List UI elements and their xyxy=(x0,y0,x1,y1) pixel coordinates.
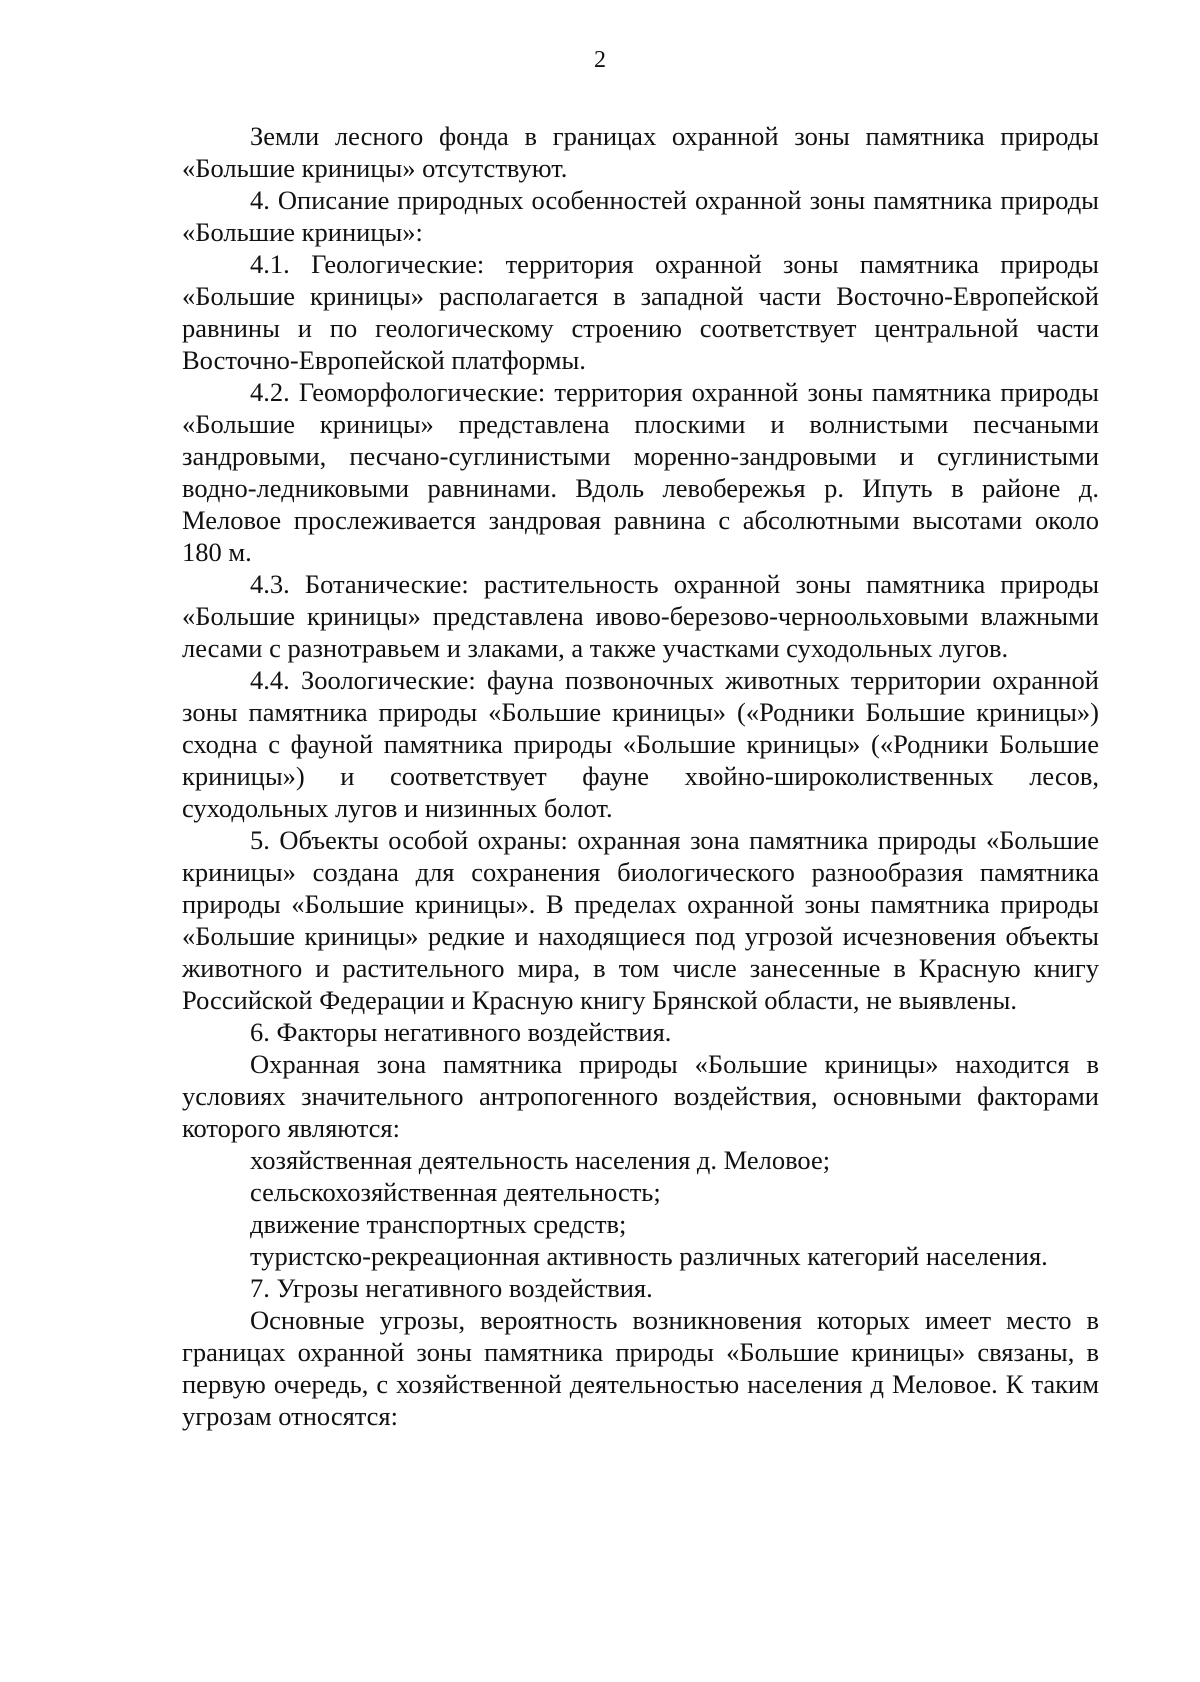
paragraph-main-threats: Основные угрозы, вероятность возникновения которых имеет место в границах охранной зоны памятника природы «Большие криницы» связаны, в первую очередь, с хозяйственной деятельностью населения д Меловое. К таким угрозам относятся: xyxy=(182,1305,1099,1431)
paragraph-4-1-geological: 4.1. Геологические: территория охранной зоны памятника природы «Большие криницы» располагается в западной части Восточно-Европейской равнины и по геологическому строению соответствует центральной части Восточно-Европейской платформы. xyxy=(182,249,1099,375)
paragraph-5-protected-objects: 5. Объекты особой охраны: охранная зона памятника природы «Большие криницы» создана для сохранения биологического разнообразия памятника природы «Большие криницы». В пределах охранной зоны памятника природы «Большие криницы» редкие и находящиеся под угрозой исчезновения объекты животного и растительного мира, в том числе занесенные в Красную книгу Российской Федерации и Красную книгу Брянской области, не выявлены. xyxy=(182,825,1099,1015)
page-number: 2 xyxy=(594,47,606,73)
paragraph-4-2-geomorphological: 4.2. Геоморфологические: территория охранной зоны памятника природы «Большие криницы» представлена плоскими и волнистыми песчаными зандровыми, песчано-суглинистыми моренно-зандровыми и суглинистыми водно-ледниковыми равнинами. Вдоль левобережья р. Ипуть в районе д. Меловое прослеживается зандровая равнина с абсолютными высотами около 180 м. xyxy=(182,377,1099,567)
list-item-vehicle-traffic: движение транспортных средств; xyxy=(250,1209,627,1239)
paragraph-4-3-botanical: 4.3. Ботанические: растительность охранной зоны памятника природы «Большие криницы» представлена ивово-березово-черноольховыми влажными лесами с разнотравьем и злаками, а также участками суходольных лугов. xyxy=(182,569,1099,663)
list-item-tourist-recreational-activity: туристско-рекреационная активность различных категорий населения. xyxy=(250,1241,1048,1271)
paragraph-section-6-heading: 6. Факторы негативного воздействия. xyxy=(250,1017,672,1047)
paragraph-anthropogenic-impact: Охранная зона памятника природы «Большие криницы» находится в условиях значительного антропогенного воздействия, основными факторами которого являются: xyxy=(182,1049,1099,1143)
document-body xyxy=(182,120,1099,1432)
paragraph-section-4-heading: 4. Описание природных особенностей охранной зоны памятника природы «Большие криницы»: xyxy=(182,185,1099,247)
list-item-economic-activity: хозяйственная деятельность населения д. Меловое; xyxy=(250,1145,831,1175)
paragraph-4-4-zoological: 4.4. Зоологические: фауна позвоночных животных территории охранной зоны памятника природы «Большие криницы» («Родники Большие криницы») сходна с фауной памятника природы «Большие криницы» («Родники Большие криницы») и соответствует фауне хвойно-широколиственных лесов, суходольных лугов и низинных болот. xyxy=(182,665,1099,823)
list-item-agricultural-activity: сельскохозяйственная деятельность; xyxy=(250,1177,661,1207)
paragraph-forest-lands: Земли лесного фонда в границах охранной зоны памятника природы «Большие криницы» отсутствуют. xyxy=(182,121,1099,183)
paragraph-section-7-heading: 7. Угрозы негативного воздействия. xyxy=(250,1273,653,1303)
